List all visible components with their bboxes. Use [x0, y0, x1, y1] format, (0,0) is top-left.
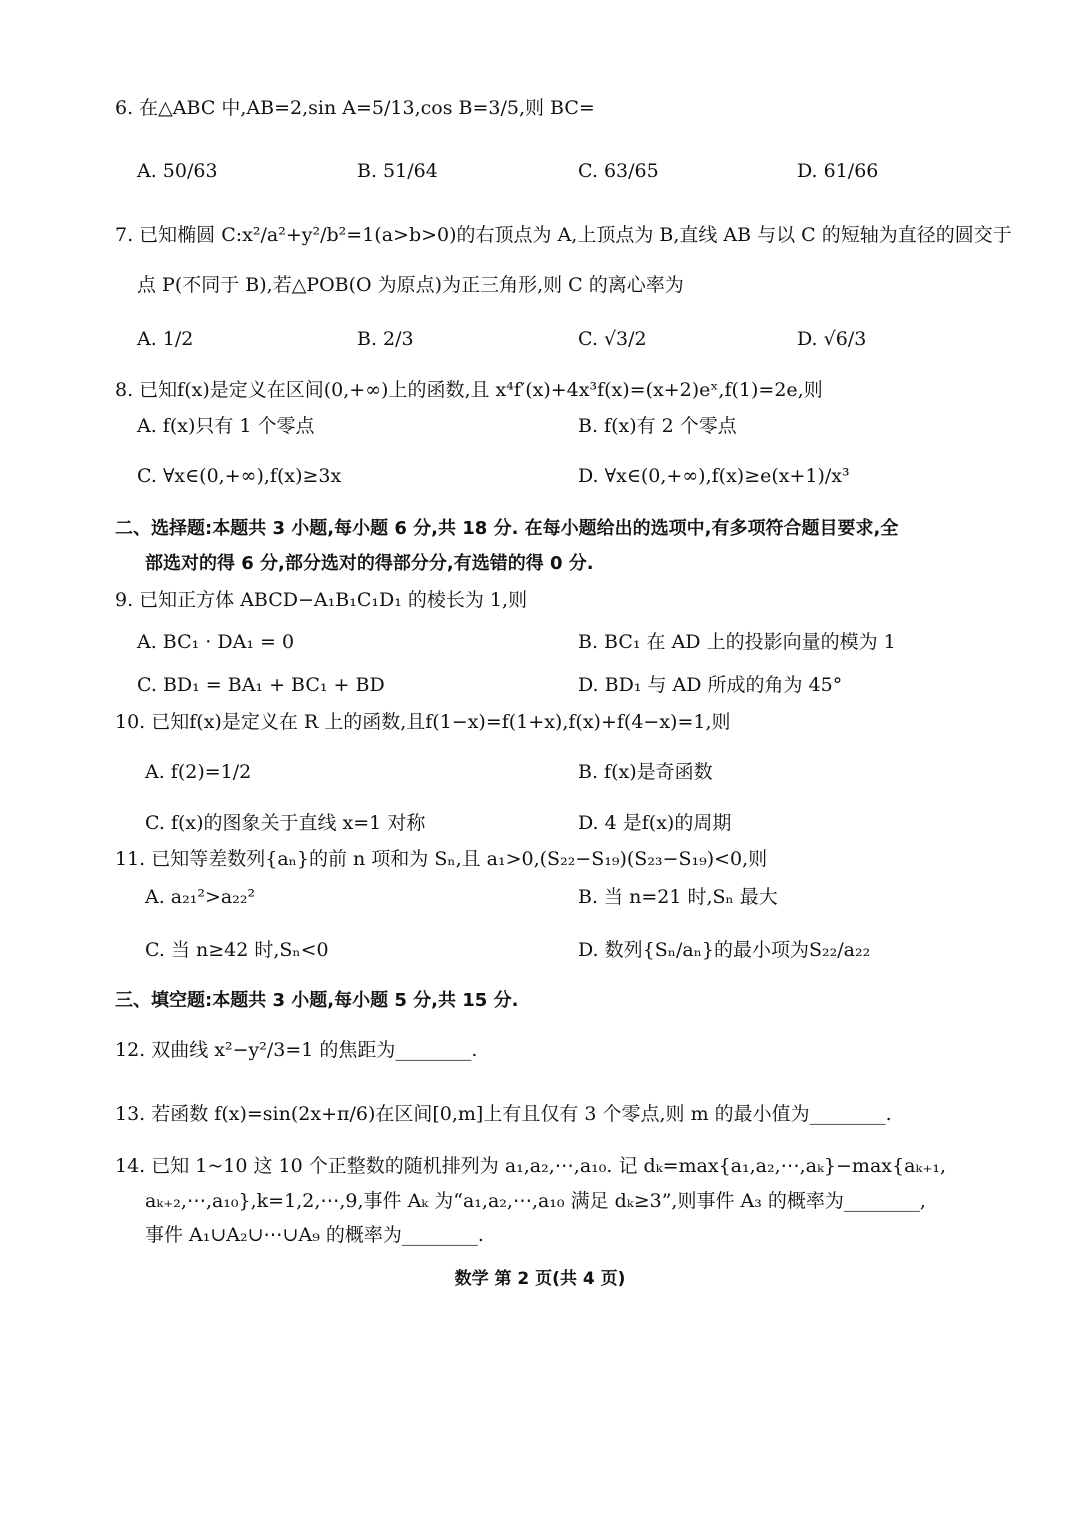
q7-option-b: B. 2/3: [357, 328, 414, 350]
q13-stem: 13. 若函数 f(x)=sin(2x+π/6)在区间[0,m]上有且仅有 3 个零点,则 m 的最小值为________.: [115, 1103, 892, 1125]
q11-stem: 11. 已知等差数列{aₙ}的前 n 项和为 Sₙ,且 a₁>0,(S₂₂−S₁₉)(S₂₃−S₁₉)<0,则: [115, 848, 768, 870]
q9-option-a: A. BC₁ · DA₁ = 0: [137, 631, 295, 653]
q8-option-b: B. f(x)有 2 个零点: [578, 415, 737, 437]
q11-option-b: B. 当 n=21 时,Sₙ 最大: [578, 886, 778, 908]
q10-option-d: D. 4 是f(x)的周期: [578, 812, 732, 834]
q7-option-a: A. 1/2: [137, 328, 194, 350]
q6-option-d: D. 61/66: [797, 160, 879, 182]
q7-stem-line2: 点 P(不同于 B),若△POB(O 为原点)为正三角形,则 C 的离心率为: [137, 274, 684, 296]
q14-line2: aₖ₊₂,⋯,a₁₀},k=1,2,⋯,9,事件 Aₖ 为“a₁,a₂,⋯,a₁₀ 满足 dₖ≥3”,则事件 A₃ 的概率为________,: [145, 1190, 926, 1212]
q9-option-d: D. BD₁ 与 AD 所成的角为 45°: [578, 674, 843, 696]
q7-stem-line1: 7. 已知椭圆 C:x²/a²+y²/b²=1(a>b>0)的右顶点为 A,上顶点为 B,直线 AB 与以 C 的短轴为直径的圆交于: [115, 224, 1012, 246]
q14-line3: 事件 A₁∪A₂∪⋯∪A₉ 的概率为________.: [145, 1224, 484, 1246]
q7-option-c: C. √3/2: [578, 328, 647, 350]
page-footer: 数学 第 2 页(共 4 页): [454, 1269, 626, 1289]
section2-heading: 二、选择题:本题共 3 小题,每小题 6 分,共 18 分. 在每小题给出的选项中,有多项符合题目要求,全: [115, 518, 899, 539]
q9-stem: 9. 已知正方体 ABCD−A₁B₁C₁D₁ 的棱长为 1,则: [115, 589, 528, 611]
q8-stem: 8. 已知f(x)是定义在区间(0,+∞)上的函数,且 x⁴f′(x)+4x³f(x)=(x+2)eˣ,f(1)=2e,则: [115, 379, 823, 401]
q8-option-a: A. f(x)只有 1 个零点: [137, 415, 315, 437]
q9-option-b: B. BC₁ 在 AD 上的投影向量的模为 1: [578, 631, 896, 653]
q8-option-d: D. ∀x∈(0,+∞),f(x)≥e(x+1)/x³: [578, 465, 850, 487]
q6-stem: 6. 在△ABC 中,AB=2,sin A=5/13,cos B=3/5,则 BC=: [115, 97, 595, 119]
q10-option-c: C. f(x)的图象关于直线 x=1 对称: [145, 812, 426, 834]
q11-option-a: A. a₂₁²>a₂₂²: [145, 886, 256, 908]
q10-stem: 10. 已知f(x)是定义在 R 上的函数,且f(1−x)=f(1+x),f(x)+f(4−x)=1,则: [115, 711, 731, 733]
q10-option-a: A. f(2)=1/2: [145, 761, 252, 783]
q10-option-b: B. f(x)是奇函数: [578, 761, 713, 783]
section2-heading-cont: 部选对的得 6 分,部分选对的得部分分,有选错的得 0 分.: [145, 553, 594, 574]
section3-heading: 三、填空题:本题共 3 小题,每小题 5 分,共 15 分.: [115, 990, 519, 1011]
q11-option-d: D. 数列{Sₙ/aₙ}的最小项为S₂₂/a₂₂: [578, 939, 871, 961]
q6-option-b: B. 51/64: [357, 160, 438, 182]
q6-option-c: C. 63/65: [578, 160, 659, 182]
q11-option-c: C. 当 n≥42 时,Sₙ<0: [145, 939, 329, 961]
q8-option-c: C. ∀x∈(0,+∞),f(x)≥3x: [137, 465, 342, 487]
q7-option-d: D. √6/3: [797, 328, 867, 350]
q9-option-c: C. BD₁ = BA₁ + BC₁ + BD: [137, 674, 385, 696]
q6-option-a: A. 50/63: [137, 160, 218, 182]
q14-line1: 14. 已知 1~10 这 10 个正整数的随机排列为 a₁,a₂,⋯,a₁₀. 记 dₖ=max{a₁,a₂,⋯,aₖ}−max{aₖ₊₁,: [115, 1155, 947, 1177]
q12-stem: 12. 双曲线 x²−y²/3=1 的焦距为________.: [115, 1039, 478, 1061]
